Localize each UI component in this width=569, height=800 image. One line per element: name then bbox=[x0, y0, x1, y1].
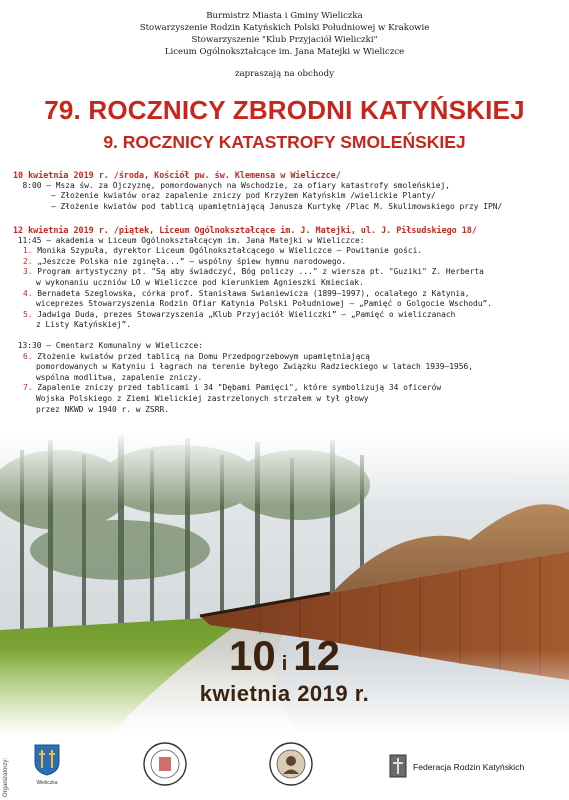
program-item bbox=[13, 267, 569, 278]
organizer-line: Stowarzyszenie "Klub Przyjaciół Wieliczki" bbox=[191, 35, 378, 45]
event-days bbox=[0, 632, 569, 680]
day-a: 10 bbox=[229, 632, 276, 679]
organizer-line: Liceum Ogólnokształcące im. Jana Matejki w Wieliczce bbox=[164, 47, 405, 57]
day-b: 12 bbox=[293, 632, 340, 679]
item-text: Monika Szypuła, dyrektor Liceum Ogólnokształcącego w Wieliczce – Powitanie gości. bbox=[37, 246, 423, 256]
item-number: 2. bbox=[23, 256, 33, 266]
logos-row bbox=[0, 738, 569, 798]
item-number: 6. bbox=[23, 351, 33, 361]
organizer-line: Burmistrz Miasta i Gminy Wieliczka bbox=[206, 11, 363, 21]
item-number: 7. bbox=[23, 383, 33, 393]
item-text-continued: przez NKWD w 1940 r. w ZSRR. bbox=[36, 404, 170, 414]
main-title: 79. ROCZNICY ZBRODNI KATYŃSKIEJ bbox=[44, 95, 525, 125]
afternoon-intro: 13:30 – Cmentarz Komunalny w Wieliczce: bbox=[13, 340, 204, 350]
item-text: Jadwiga Duda, prezes Stowarzyszenia „Klub Przyjaciół Wieliczki” – „Pamięć o wieliczanach bbox=[37, 309, 456, 319]
organizer-line: Stowarzyszenie Rodzin Katyńskich Polski Południowej w Krakowie bbox=[139, 23, 430, 33]
item-text: Złożenie kwiatów przed tablicą na Domu Przedpogrzebowym upamiętniającą bbox=[37, 351, 370, 361]
item-text: Program artystyczny pt. "Są aby świadczyć, Bóg policzy ..." z wiersza pt. "Guziki" Z. Herberta bbox=[37, 267, 484, 277]
day1-line: – Złożenie kwiatów oraz zapalenie zniczy pod Krzyżem Katyńskim /wielickie Planty/ bbox=[13, 191, 436, 201]
program-item bbox=[13, 246, 569, 257]
program-item bbox=[13, 289, 569, 300]
day1-line: 8:00 – Msza św. za Ojczyznę, pomordowanych na Wschodzie, za ofiary katastrofy smoleńskiej, bbox=[13, 180, 451, 190]
wieliczka-logo-label: Wieliczka bbox=[36, 780, 58, 786]
item-text: „Jeszcze Polska nie zginęła...” – wspólny śpiew hymnu narodowego. bbox=[37, 256, 347, 266]
organizers-label-text: Organizatorzy: bbox=[3, 757, 9, 797]
day2-intro: 11:45 – akademia w Liceum Ogólnokształcącym im. Jana Matejki w Wieliczce: bbox=[13, 235, 365, 245]
school-seal-icon bbox=[268, 741, 314, 787]
item-text: Zapalenie zniczy przed tablicami i 34 "Dębami Pamięci", które symbolizują 34 oficerów bbox=[37, 383, 442, 393]
item-text-continued: wiceprezes Stowarzyszenia Rodzin Ofiar Katynia Polski Południowej – „Pamięć o Golgocie Wschodu”. bbox=[36, 299, 493, 309]
item-number: 5. bbox=[23, 309, 33, 319]
item-number: 1. bbox=[23, 246, 33, 256]
federation-name: Federacja Rodzin Katyńskich bbox=[413, 762, 525, 772]
wieliczka-shield-icon bbox=[34, 744, 60, 776]
day1-heading: 10 kwietnia 2019 r. /środa, Kościół pw. św. Klemensa w Wieliczce/ bbox=[13, 170, 341, 180]
item-text-continued: pomordowanych w Katyniu i łagrach na terenie byłego Związku Radzieckiego w latach 1939–1956, bbox=[36, 362, 474, 372]
wieliczka-logo bbox=[34, 744, 60, 786]
program-day1 bbox=[13, 170, 569, 212]
program-item bbox=[13, 310, 569, 321]
program-day2 bbox=[13, 225, 569, 415]
item-text: Bernadeta Szeglowska, córka prof. Stanisława Swianiewicza (1899–1997), ocalałego z Katynia, bbox=[37, 288, 470, 298]
item-text-continued: Wojska Polskiego z Ziemi Wielickiej zastrzelonych strzałem w tył głowy bbox=[36, 393, 369, 403]
item-number: 3. bbox=[23, 267, 33, 277]
invite-text: zapraszają na obchody bbox=[235, 69, 334, 79]
federation-emblem-icon bbox=[389, 754, 407, 778]
item-text-continued: wspólna modlitwa, zapalenie zniczy. bbox=[36, 372, 203, 382]
day2-heading: 12 kwietnia 2019 r. /piątek, Liceum Ogólnokształcące im. J. Matejki, ul. J. Piłsudskiego 18/ bbox=[13, 225, 477, 235]
item-text-continued: w wykonaniu uczniów LO w Wieliczce pod kierunkiem Agnieszki Kmieciak. bbox=[36, 277, 364, 287]
day-conjunction: i bbox=[281, 653, 288, 675]
event-month-year: kwietnia 2019 r. bbox=[199, 681, 370, 706]
organizers-list bbox=[0, 10, 569, 58]
association-seal-icon bbox=[142, 741, 188, 787]
program-item bbox=[13, 352, 569, 363]
program-item bbox=[13, 383, 569, 394]
sub-title: 9. ROCZNICY KATASTROFY SMOLEŃSKIEJ bbox=[103, 132, 466, 152]
item-text-continued: z Listy Katyńskiej”. bbox=[36, 320, 132, 330]
day1-line: – Złożenie kwiatów pod tablicą upamiętniającą Janusza Kurtykę /Plac M. Skulimowskiego przy IPN/ bbox=[13, 201, 503, 211]
program-item bbox=[13, 257, 569, 268]
item-number: 4. bbox=[23, 288, 33, 298]
